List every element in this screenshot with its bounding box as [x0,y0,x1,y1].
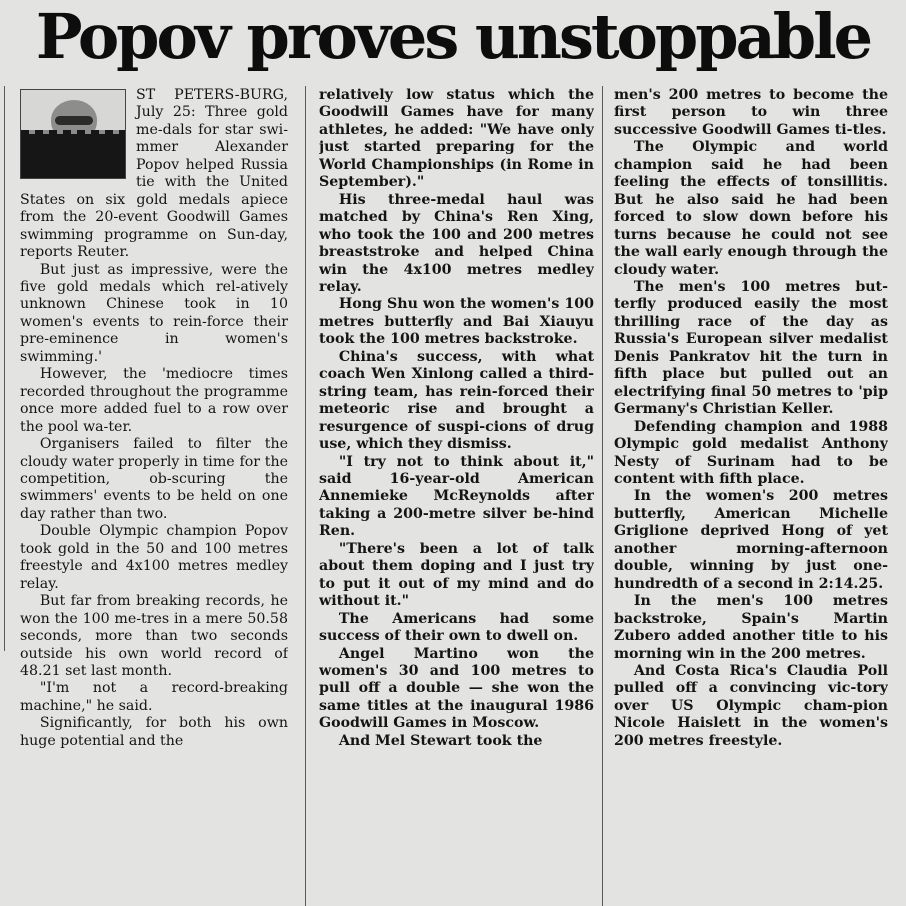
paragraph: And Costa Rica's Claudia Poll pulled off a convincing vic-tory over US Olympic cham-pion Nicole Haislett in the women's 200 metres freestyle. [614,662,888,749]
paragraph: men's 200 metres to become the first person to win three successive Goodwill Games ti-tles. [614,87,888,138]
paragraph: But just as impressive, were the five gold medals which rel-atively unknown Chinese took in 10 women's events to rein-force their pre-eminence in women's swimming.' [20,261,288,365]
paragraph: Hong Shu won the women's 100 metres butterfly and Bai Xiauyu took the 100 metres backstroke. [319,296,594,348]
column-rule-2 [602,86,603,906]
paragraph: In the women's 200 metres butterfly, American Michelle Griglione deprived Hong of yet another morning-afternoon double, winning by just one-hundredth of a second in 2:14.25. [614,488,888,592]
paragraph: His three-medal haul was matched by China's Ren Xing, who took the 100 and 200 metres breaststroke and helped China win the 4x100 metres medley relay. [319,191,594,295]
paragraph: In the men's 100 metres backstroke, Spain's Martin Zubero added another title to his morning win in the 200 metres. [614,593,888,662]
paragraph: Angel Martino won the women's 30 and 100 metres to pull off a double — she won the same titles at the inaugural 1986 Goodwill Games in Moscow. [319,645,594,732]
paragraph: China's success, with what coach Wen Xinlong called a third-string team, has rein-forced their meteoric rise and brought a resurgence of suspi-cions of drug use, which they dismiss. [319,348,594,453]
paragraph: The Americans had some success of their own to dwell on. [319,610,594,645]
paragraph: ST PETERS-BURG, July 25: Three gold me-dals for star swi-mmer Alexander Popov helped Russia tie with the United States on six gold medals apiece from the 20-event Goodwill Games swimming programme on Sun-day, reports Reuter. [20,87,288,261]
paragraph: Defending champion and 1988 Olympic gold medalist Anthony Nesty of Surinam had to be content with fifth place. [614,418,888,487]
paragraph: Significantly, for both his own huge potential and the [20,715,288,749]
headline: Popov proves unstoppable [35,0,871,73]
paragraph: "There's been a lot of talk about them doping and I just try to put it out of my mind and do without it." [319,540,594,610]
left-border-rule [4,86,5,651]
column-3 [614,87,888,906]
paragraph: But far from breaking records, he won the 100 me-tres in a mere 50.58 seconds, more than two seconds outside his own world record of 48.21 set last month. [20,593,288,679]
column-rule-1 [305,86,306,906]
paragraph: "I'm not a record-breaking machine," he said. [20,680,288,714]
paragraph: However, the 'mediocre times recorded throughout the programme once more added fuel to a row over the pool wa-ter. [20,366,288,435]
column-1 [20,87,288,906]
column-2 [319,87,594,906]
paragraph: And Mel Stewart took the [338,732,543,749]
paragraph: The men's 100 metres but-terfly produced easily the most thrilling race of the day as Russia's European silver medalist Denis Pankratov hit the turn in fifth place but pulled out an electrifying final 50 metres to 'pip Germany's Christian Keller. [614,278,888,418]
paragraph: relatively low status which the Goodwill Games have for many athletes, he added: "We have only just started preparing for the World Championships (in Rome in September)." [319,87,594,191]
swimmer-photo [20,89,126,179]
paragraph: The Olympic and world champion said he had been feeling the effects of tonsillitis. But he also said he had been forced to slow down before his turns because he could not see the wall early enough through the cloudy water. [614,139,888,278]
paragraph: Double Olympic champion Popov took gold in the 50 and 100 metres freestyle and 4x100 metres medley relay. [20,523,288,592]
paragraph: "I try not to think about it," said 16-year-old American Annemieke McReynolds after taking a 200-metre silver be-hind Ren. [319,453,594,540]
paragraph: Organisers failed to filter the cloudy water properly in time for the competition, ob-scuring the swimmers' events to be held on one day rather than two. [20,436,288,522]
